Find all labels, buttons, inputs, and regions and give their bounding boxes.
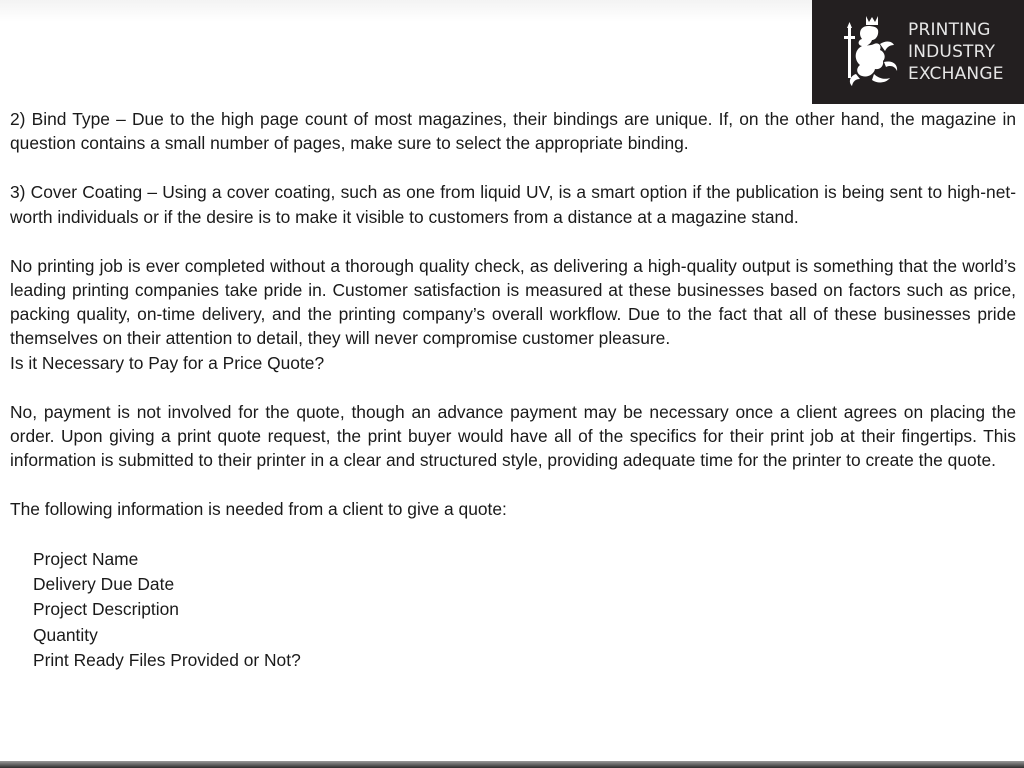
paragraph-bind-type: 2) Bind Type – Due to the high page count of most magazines, their bindings are unique. If, on the other hand, the magazine in question contains a small number of pages, make sure to select the appropriate binding.: [10, 109, 1016, 154]
logo-wordmark: [908, 19, 1004, 85]
list-item: Print Ready Files Provided or Not?: [33, 649, 301, 670]
lion-crest-icon: [842, 14, 902, 90]
paragraph-info-needed: The following information is needed from a client to give a quote:: [10, 499, 507, 520]
heading-price-quote: Is it Necessary to Pay for a Price Quote?: [10, 352, 325, 373]
article-body: [10, 107, 1016, 673]
paragraph-payment: No, payment is not involved for the quote, though an advance payment may be necessary once a client agrees on placing the order. Upon giving a print quote request, the print buyer would have all of the specifics for their print job at their fingertips. This information is submitted to their printer in a clear and structured style, providing adequate time for the printer to create the quote.: [10, 401, 1016, 471]
list-item: Project Description: [33, 599, 179, 620]
header-band: [0, 0, 812, 22]
paragraph-quality-check: No printing job is ever completed without a thorough quality check, as delivering a high-quality output is something that the world’s leading printing companies take pride in. Customer satisfaction is measured at these businesses based on factors such as price, packing quality, on-time delivery, and the printing company’s overall workflow. Due to the fact that all of these businesses pride themselves on their attention to detail, they will never compromise customer pleasure.: [10, 255, 1016, 349]
list-item: Quantity: [33, 624, 98, 645]
quote-requirements-list: [10, 547, 1016, 673]
logo-line-industry: INDUSTRY: [908, 42, 996, 62]
list-item: Delivery Due Date: [33, 573, 175, 594]
printing-industry-exchange-logo: [812, 0, 1024, 104]
list-item: Project Name: [33, 548, 139, 569]
paragraph-cover-coating: 3) Cover Coating – Using a cover coating, such as one from liquid UV, is a smart option if the publication is being sent to high-net-worth individuals or if the desire is to make it visible to customers from a distance at a magazine stand.: [10, 182, 1016, 227]
logo-line-printing: PRINTING: [908, 20, 991, 40]
logo-line-exchange: EXCHANGE: [908, 64, 1004, 84]
footer-bar: [0, 761, 1024, 768]
